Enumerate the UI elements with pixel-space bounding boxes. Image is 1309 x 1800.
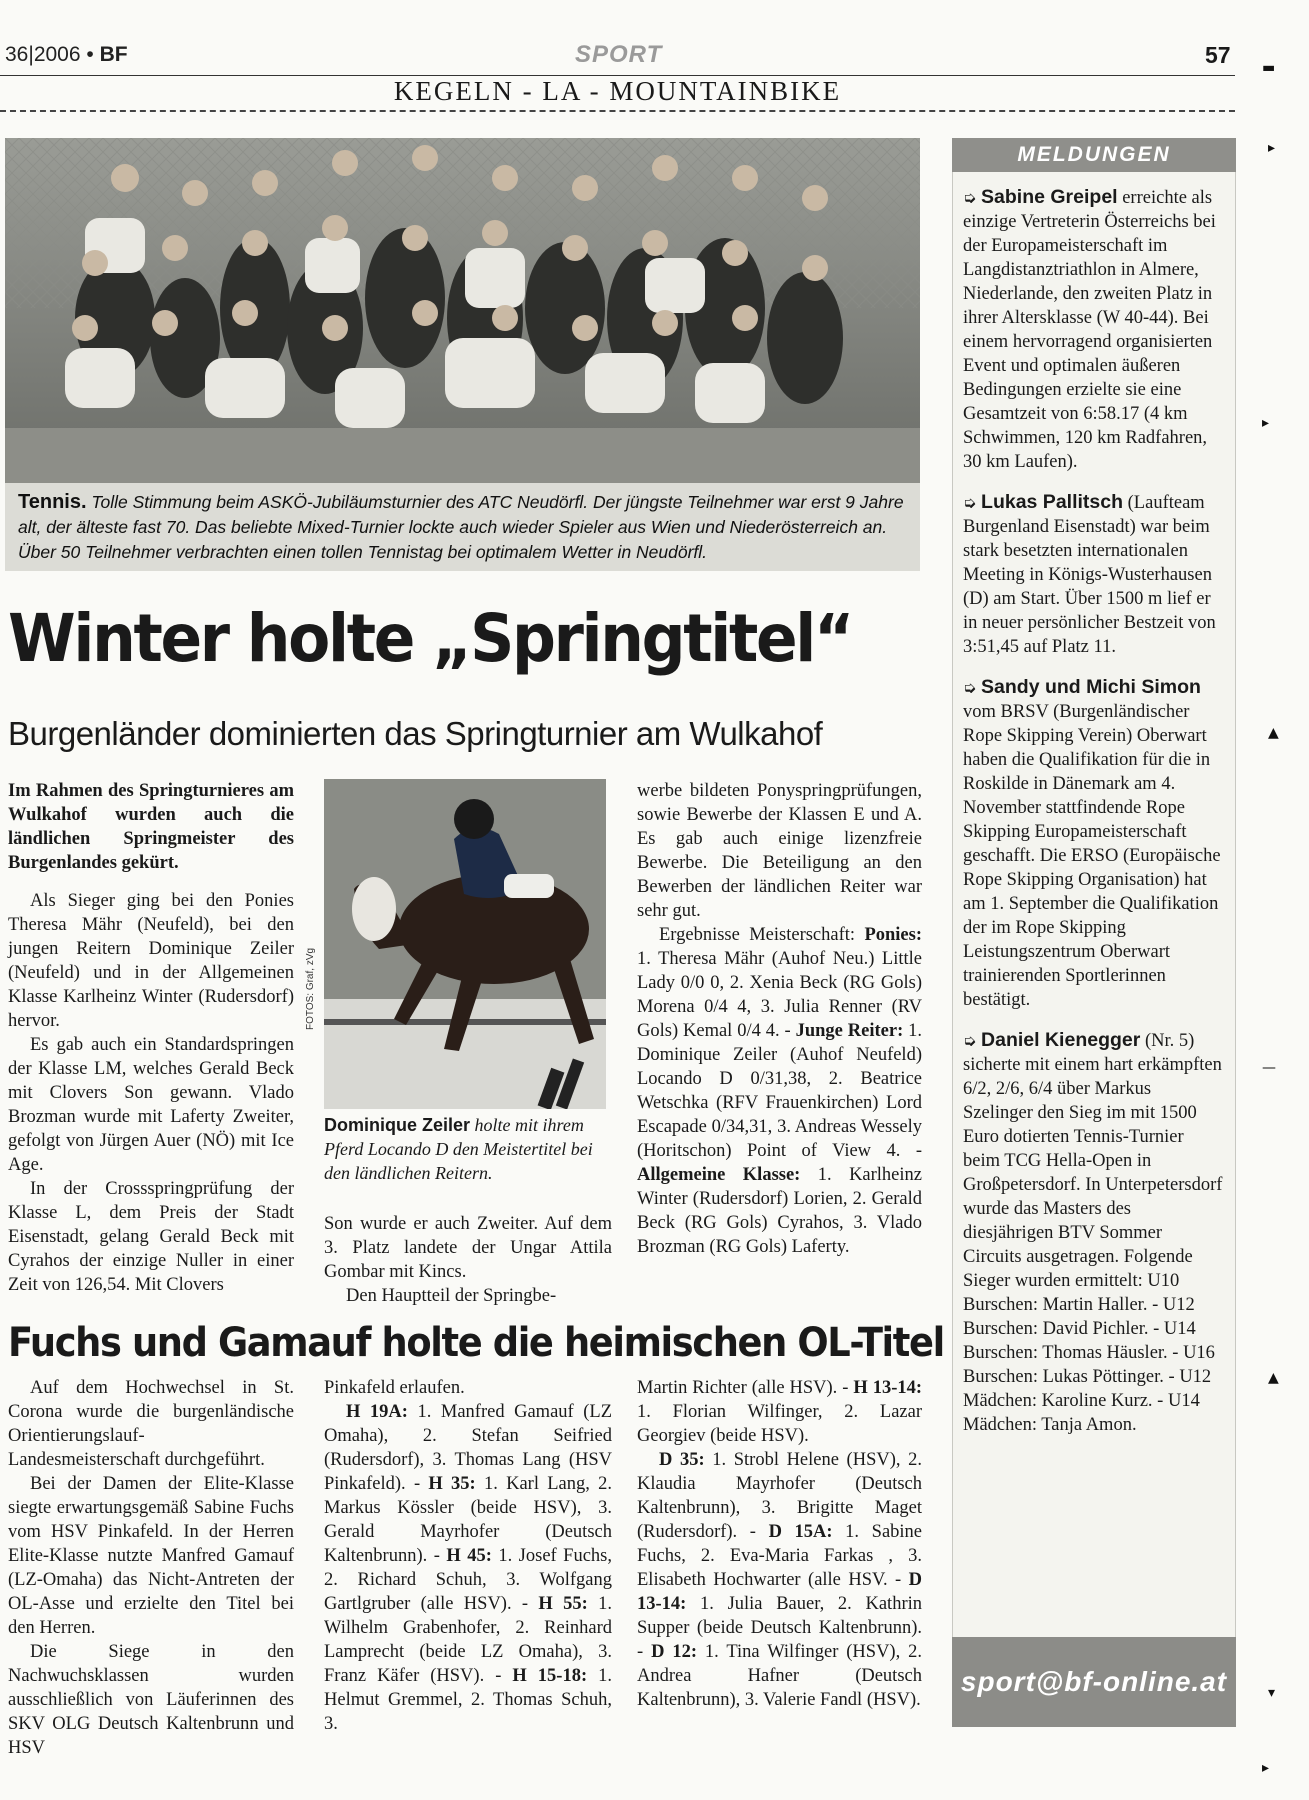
- article-paragraph: Als Sieger ging bei den Ponies Theresa Mähr (Neufeld), bei den jungen Reitern Dominique Zeiler (Neufeld) und in der Allgemeinen Klasse Karlheinz Winter (Rudersdorf) hervor.: [8, 891, 294, 1031]
- results-category: Ponies:: [864, 925, 922, 945]
- article-headline: Winter holte „Springtitel“: [8, 600, 853, 677]
- sidebar-item-text: erreichte als einzige Vertreterin Österreichs bei der Europameisterschaft im Langdistanztriathlon in Almere, Niederlande, den zweiten Platz in ihrer Altersklasse (W 40-44). Bei einem hervorragend organisierten Event und optimalen äußeren Bedingungen erzielte sie eine Gesamtzeit von 6:58.17 (4 km Schwimmen, 120 km Radfahren, 30 km Laufen).: [963, 188, 1216, 472]
- sidebar-item-name: Daniel Kienegger: [981, 1029, 1141, 1051]
- article-subheadline: Burgenländer dominierten das Springturnier am Wulkahof: [8, 715, 823, 752]
- results-paragraph: [637, 923, 922, 1259]
- edge-mark-icon: ▸: [1268, 140, 1276, 156]
- group-photo-illustration: [5, 138, 920, 483]
- sidebar-item-name: Sabine Greipel: [981, 186, 1118, 208]
- results-text: 1. Dominique Zeiler (Auhof Neufeld) Locando D 0/31,38, 2. Beatrice Wetschka (RFV Frauenkirchen) Lord Escapade 0/34,31, 3. Andreas Wessely (Horitschon) Point of View 4. -: [637, 1021, 923, 1161]
- edge-mark-icon: ▾: [1268, 1685, 1276, 1701]
- results-text: 1. Theresa Mähr (Auhof Neu.) Little Lady 0/0 0, 2. Xenia Beck (RG Gols) Morena 0/4 4, 3. Julia Renner (RV Gols) Kemal 0/4 4. -: [637, 949, 922, 1041]
- arrow-icon: ➭: [963, 678, 977, 697]
- article-paragraph: In der Crossspringprüfung der Klasse L, dem Preis der Stadt Eisenstadt, gelang Gerald Beck mit Cyrahos der einzige Nuller in einer Zeit von 126,54. Mit Clovers: [8, 1179, 294, 1295]
- article2-headline: Fuchs und Gamauf holte die heimischen OL-Titel: [8, 1320, 944, 1366]
- results-category: Allgemeine Klasse:: [637, 1165, 801, 1185]
- results-text: 1. Karl Lang, 2. Markus Kössler (beide HSV), 3. Gerald Mayrhofer (Deutsch Kaltenbrunn). -: [324, 1474, 612, 1566]
- results-text: 1. Julia Bauer, 2. Kathrin Supper (beide Deutsch Kaltenbrunn). -: [637, 1594, 922, 1662]
- caption-label: Tennis.: [18, 491, 87, 513]
- photo-caption: [18, 490, 908, 565]
- sidebar-item-text: vom BRSV (Burgenländischer Rope Skipping Verein) Oberwart haben die Qualifikation für die in Roskilde in Dänemark am 4. November stattfindende Rope Skipping Europameisterschaft geschafft. Die ERSO (Europäische Rope Skipping Organisation) hat am 1. September die Qualifikation der im Rope Skipping Leistungszentrum Oberwart trainierenden Sportlerinnen bestätigt.: [963, 702, 1221, 1010]
- results-paragraph: [637, 1448, 922, 1712]
- results-text: 1. Josef Fuchs, 2. Richard Schuh, 3. Wolfgang Gartlgruber (alle HSV). -: [324, 1546, 612, 1614]
- page-number: 57: [1205, 42, 1231, 68]
- sidebar-item-text: (Nr. 5) sicherte mit einem hart erkämpften 6/2, 2/6, 6/4 über Markus Szelinger den Sieg im mit 1500 Euro dotierten Tennis-Turnier beim TCG Hella-Open in Großpetersdorf. In Unterpetersdorf wurde das Masters des diesjährigen BTV Sommer Circuits ausgetragen. Folgende Sieger wurden ermittelt: U10 Burschen: Martin Haller. - U12 Burschen: David Pichler. - U14 Burschen: Thomas Häusler. - U16 Burschen: Lukas Pöttinger. - U12 Mädchen: Karoline Kurz. - U14 Mädchen: Tanja Amon.: [963, 1031, 1223, 1435]
- issue-number: 36|2006: [5, 43, 81, 66]
- rider-caption-text: holte mit ihrem Pferd Locando D den Meistertitel bei den ländlichen Reitern.: [324, 1115, 593, 1183]
- sidebar-item: [963, 1028, 1223, 1437]
- rider-photo-caption: [324, 1113, 614, 1185]
- results-paragraph: [637, 1376, 922, 1448]
- rider-name: Dominique Zeiler: [324, 1115, 471, 1135]
- article-paragraph: Die Siege in den Nachwuchsklassen wurden ausschließlich von Läuferinnen des SKV OLG Deutsch Kaltenbrunn und HSV: [8, 1642, 294, 1758]
- article-paragraph: Son wurde er auch Zweiter. Auf dem 3. Platz landete der Ungar Attila Gombar mit Kincs.: [324, 1214, 612, 1282]
- sidebar-items: [963, 185, 1223, 1453]
- results-text: 1. Wilhelm Grabenhofer, 2. Reinhard Lamprecht (beide LZ Omaha), 3. Franz Käfer (HSV). -: [324, 1594, 612, 1686]
- sidebar-item-name: Sandy und Michi Simon: [981, 676, 1201, 698]
- edge-mark-icon: ▲: [1268, 725, 1279, 741]
- article-paragraph: Es gab auch ein Standardspringen der Klasse LM, welches Gerald Beck mit Clovers Son gewann. Vlado Brozman wurde mit Laferty Zweiter, gefolgt von Jürgen Auer (NÖ) mit Ice Age.: [8, 1035, 294, 1175]
- edge-mark-icon: ▬: [1262, 60, 1276, 76]
- results-category: H 19A:: [346, 1402, 408, 1422]
- header-bullet: •: [86, 43, 94, 66]
- article-column-3: [637, 779, 922, 1259]
- results-category: D 35:: [659, 1450, 705, 1470]
- edge-mark-icon: ▸: [1262, 1760, 1270, 1776]
- results-text: 1. Sabine Fuchs, 2. Eva-Maria Farkas , 3. Elisabeth Hochwarter (alle HSV. -: [637, 1522, 923, 1590]
- issue-info: [5, 43, 128, 67]
- article-column-1: [8, 779, 294, 1297]
- sidebar-item-name: Lukas Pallitsch: [981, 491, 1124, 513]
- results-category: D 15A:: [768, 1522, 833, 1542]
- article-lead: Im Rahmen des Springturnieres am Wulkahof wurden auch die ländlichen Springmeister des Burgenlandes gekürt.: [8, 781, 294, 873]
- results-text: 1. Strobl Helene (HSV), 2. Klaudia Mayrhofer (Deutsch Kaltenbrunn), 3. Brigitte Maget (Rudersdorf). -: [637, 1450, 922, 1542]
- rider-photo-illustration: [324, 779, 606, 1109]
- tennis-group-photo: [5, 138, 920, 483]
- results-category: D 13-14:: [637, 1570, 922, 1614]
- article-column-2: [324, 1212, 612, 1308]
- article-paragraph: Den Hauptteil der Springbe-: [346, 1286, 557, 1306]
- sport-email[interactable]: sport@bf-online.at: [952, 1637, 1236, 1727]
- results-paragraph: [324, 1400, 612, 1736]
- results-text: 1. Helmut Gremmel, 2. Thomas Schuh, 3.: [324, 1666, 613, 1734]
- results-text: 1. Manfred Gamauf (LZ Omaha), 2. Stefan Seifried (Rudersdorf), 3. Thomas Lang (HSV Pinkafeld). -: [324, 1402, 612, 1494]
- edge-mark-icon: ▸: [1262, 415, 1270, 431]
- article-paragraph: Pinkafeld erlaufen.: [324, 1378, 465, 1398]
- results-text: 1. Karlheinz Winter (Rudersdorf) Lorien, 2. Gerald Beck (RG Gols) Cyrahos, 3. Vlado Brozman (RG Gols) Laferty.: [637, 1165, 922, 1257]
- edge-mark-icon: ▲: [1268, 1370, 1279, 1386]
- results-category: H 15-18:: [512, 1666, 588, 1686]
- sidebar-title: MELDUNGEN: [952, 138, 1236, 172]
- article-paragraph: werbe bildeten Ponyspringprüfungen, sowie Bewerbe der Klassen E und A. Es gab auch einige lizenzfreie Bewerbe. Die Beteiligung an den Bewerben der ländlichen Reiter war sehr gut.: [637, 781, 922, 921]
- sidebar-item: [963, 675, 1223, 1012]
- article-paragraph: Bei der Damen der Elite-Klasse siegte erwartungsgemäß Sabine Fuchs vom HSV Pinkafeld. In der Herren Elite-Klasse nutzte Manfred Gamauf (LZ-Omaha) das Nicht-Antreten der OL-Asse und erzielte den Titel bei den Herren.: [8, 1474, 294, 1638]
- article2-column-1: [8, 1376, 294, 1760]
- arrow-icon: ➭: [963, 493, 977, 512]
- article2-column-3: [637, 1376, 922, 1712]
- caption-text: Tolle Stimmung beim ASKÖ-Jubiläumsturnier des ATC Neudörfl. Der jüngste Teilnehmer war erst 9 Jahre alt, der älteste fast 70. Das beliebte Mixed-Turnier lockte auch wieder Spieler aus Wien und Niederösterreich an. Über 50 Teilnehmer verbrachten einen tollen Tennistag bei optimalem Wetter in Neudörfl.: [18, 492, 904, 562]
- subsection-title: KEGELN - LA - MOUNTAINBIKE: [393, 76, 842, 106]
- results-category: D 12:: [651, 1642, 698, 1662]
- arrow-icon: ➭: [963, 1031, 977, 1050]
- results-text: 1. Tina Wilfinger (HSV), 2. Andrea Hafner (Deutsch Kaltenbrunn), 3. Valerie Fandl (HSV).: [637, 1642, 922, 1710]
- section-title: SPORT: [575, 41, 663, 68]
- results-category: H 13-14:: [853, 1378, 923, 1398]
- header-dashed-rule: [0, 110, 1235, 112]
- article-paragraph: Auf dem Hochwechsel in St. Corona wurde die burgenländische Orientierungslauf-Landesmeisterschaft durchgeführt.: [8, 1378, 294, 1470]
- results-category: H 45:: [446, 1546, 492, 1566]
- results-text: Martin Richter (alle HSV). -: [637, 1378, 849, 1398]
- results-category: H 35:: [428, 1474, 476, 1494]
- results-text: 1. Florian Wilfinger, 2. Lazar Georgiev (beide HSV).: [637, 1402, 922, 1446]
- edge-mark-icon: —: [1262, 1060, 1276, 1076]
- sidebar-item: [963, 490, 1223, 659]
- sidebar-item-text: (Laufteam Burgenland Eisenstadt) war beim stark besetzten internationalen Meeting in Königs-Wusterhausen (D) am Start. Über 1500 m lief er in neuer persönlicher Bestzeit von 3:51,45 auf Platz 11.: [963, 493, 1216, 657]
- results-category: H 55:: [538, 1594, 588, 1614]
- results-category: Junge Reiter:: [795, 1021, 904, 1041]
- sidebar-item: [963, 185, 1223, 474]
- arrow-icon: ➭: [963, 188, 977, 207]
- results-intro: Ergebnisse Meisterschaft:: [659, 925, 856, 945]
- photo-credit: FOTOS: Graf, zVg: [305, 947, 316, 1030]
- rider-photo: [324, 779, 606, 1109]
- article2-column-2: [324, 1376, 612, 1736]
- paper-name: BF: [99, 43, 128, 66]
